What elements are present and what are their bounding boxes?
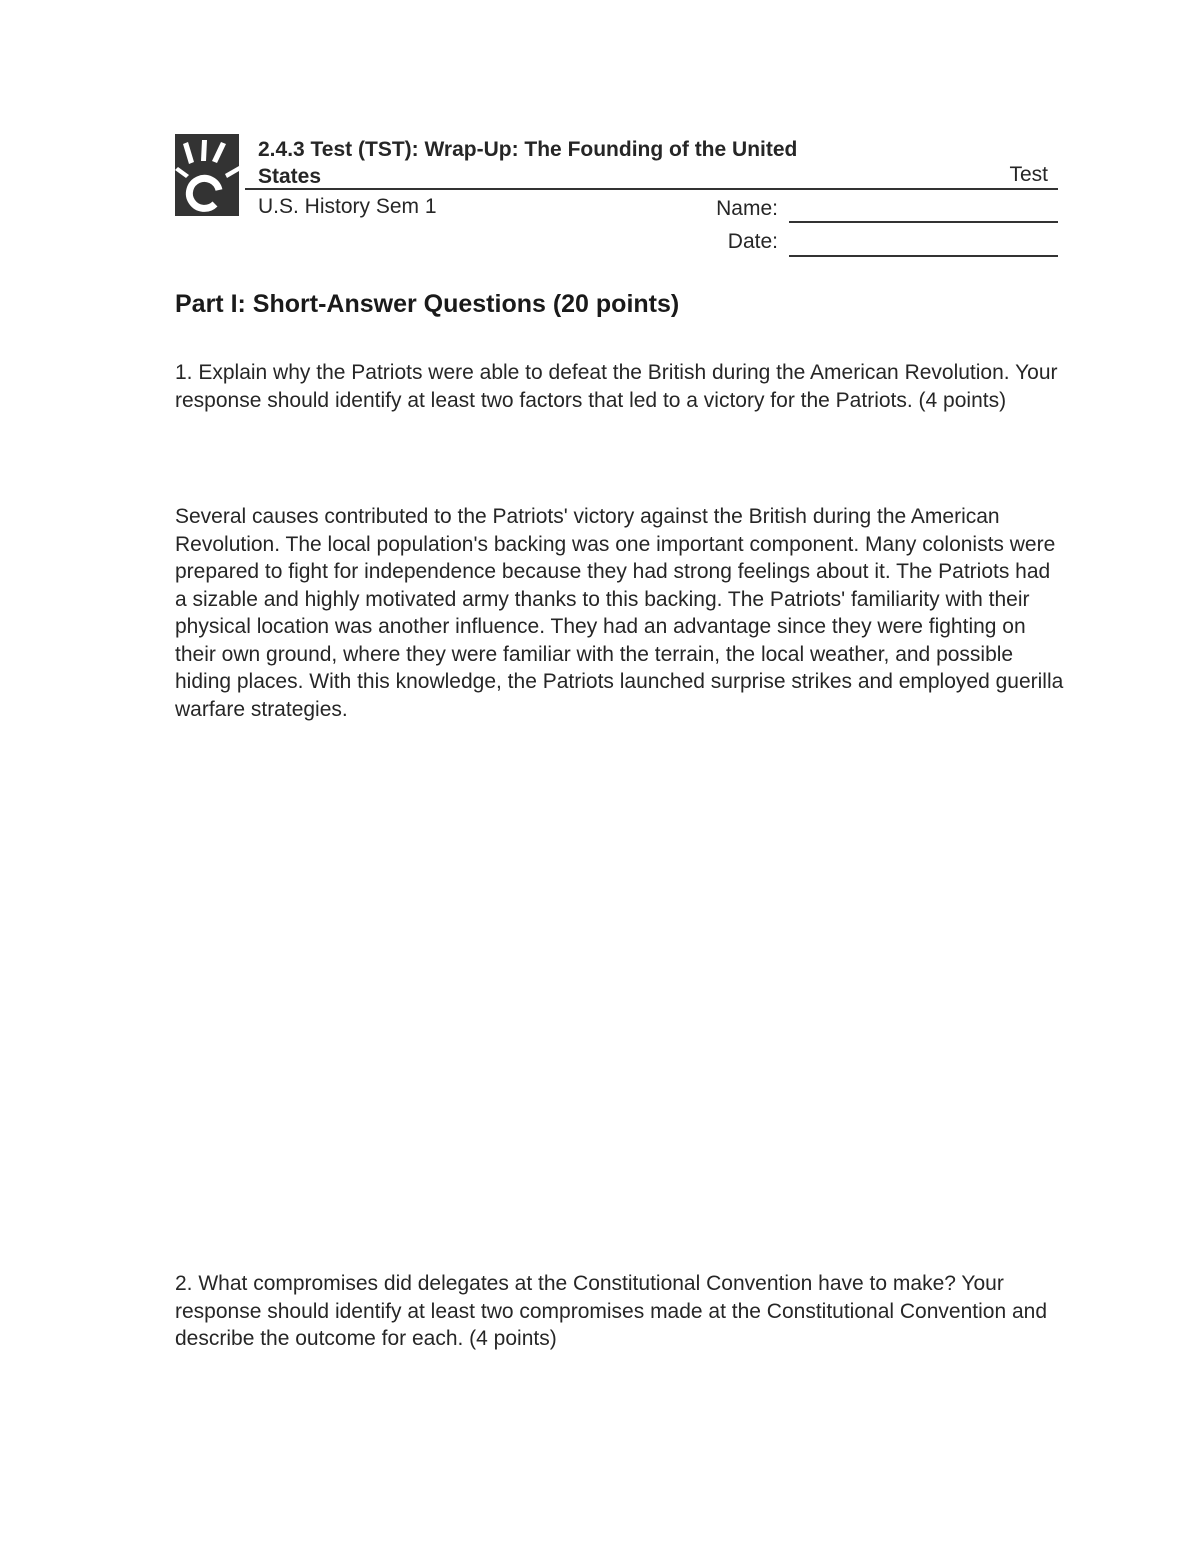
question-2-prompt: 2. What compromises did delegates at the Constitutional Convention have to make? Your response should identify at least two compromises made at the Constitutional Convention and describe the outcome for each. (4 points) bbox=[175, 1272, 1047, 1350]
header-divider bbox=[245, 188, 1058, 190]
sunburst-logo-icon bbox=[175, 134, 239, 216]
document-type-label: Test bbox=[1009, 163, 1048, 186]
name-field[interactable] bbox=[789, 221, 1058, 223]
date-label: Date: bbox=[727, 230, 778, 253]
document-title: 2.4.3 Test (TST): Wrap-Up: The Founding of the United States bbox=[258, 138, 798, 188]
name-label: Name: bbox=[716, 197, 778, 220]
question-1-prompt: 1. Explain why the Patriots were able to defeat the British during the American Revolution. Your response should identify at least two factors that led to a victory for the Patriots. (4 points) bbox=[175, 361, 1058, 412]
publisher-logo-icon bbox=[175, 134, 239, 216]
section-heading: Part I: Short-Answer Questions (20 points) bbox=[175, 290, 680, 318]
course-name: U.S. History Sem 1 bbox=[258, 195, 437, 218]
date-field[interactable] bbox=[789, 255, 1058, 257]
question-1-answer: Several causes contributed to the Patriots' victory against the British during the American Revolution. The local population's backing was one important component. Many colonists were prepared to fight for independence because they had strong feelings about it. The Patriots had a sizable and highly motivated army thanks to this backing. The Patriots' familiarity with their physical location was another influence. They had an advantage since they were fighting on their own ground, where they were familiar with the terrain, the local weather, and possible hiding places. With this knowledge, the Patriots launched surprise strikes and employed guerilla warfare strategies. bbox=[175, 505, 1064, 721]
